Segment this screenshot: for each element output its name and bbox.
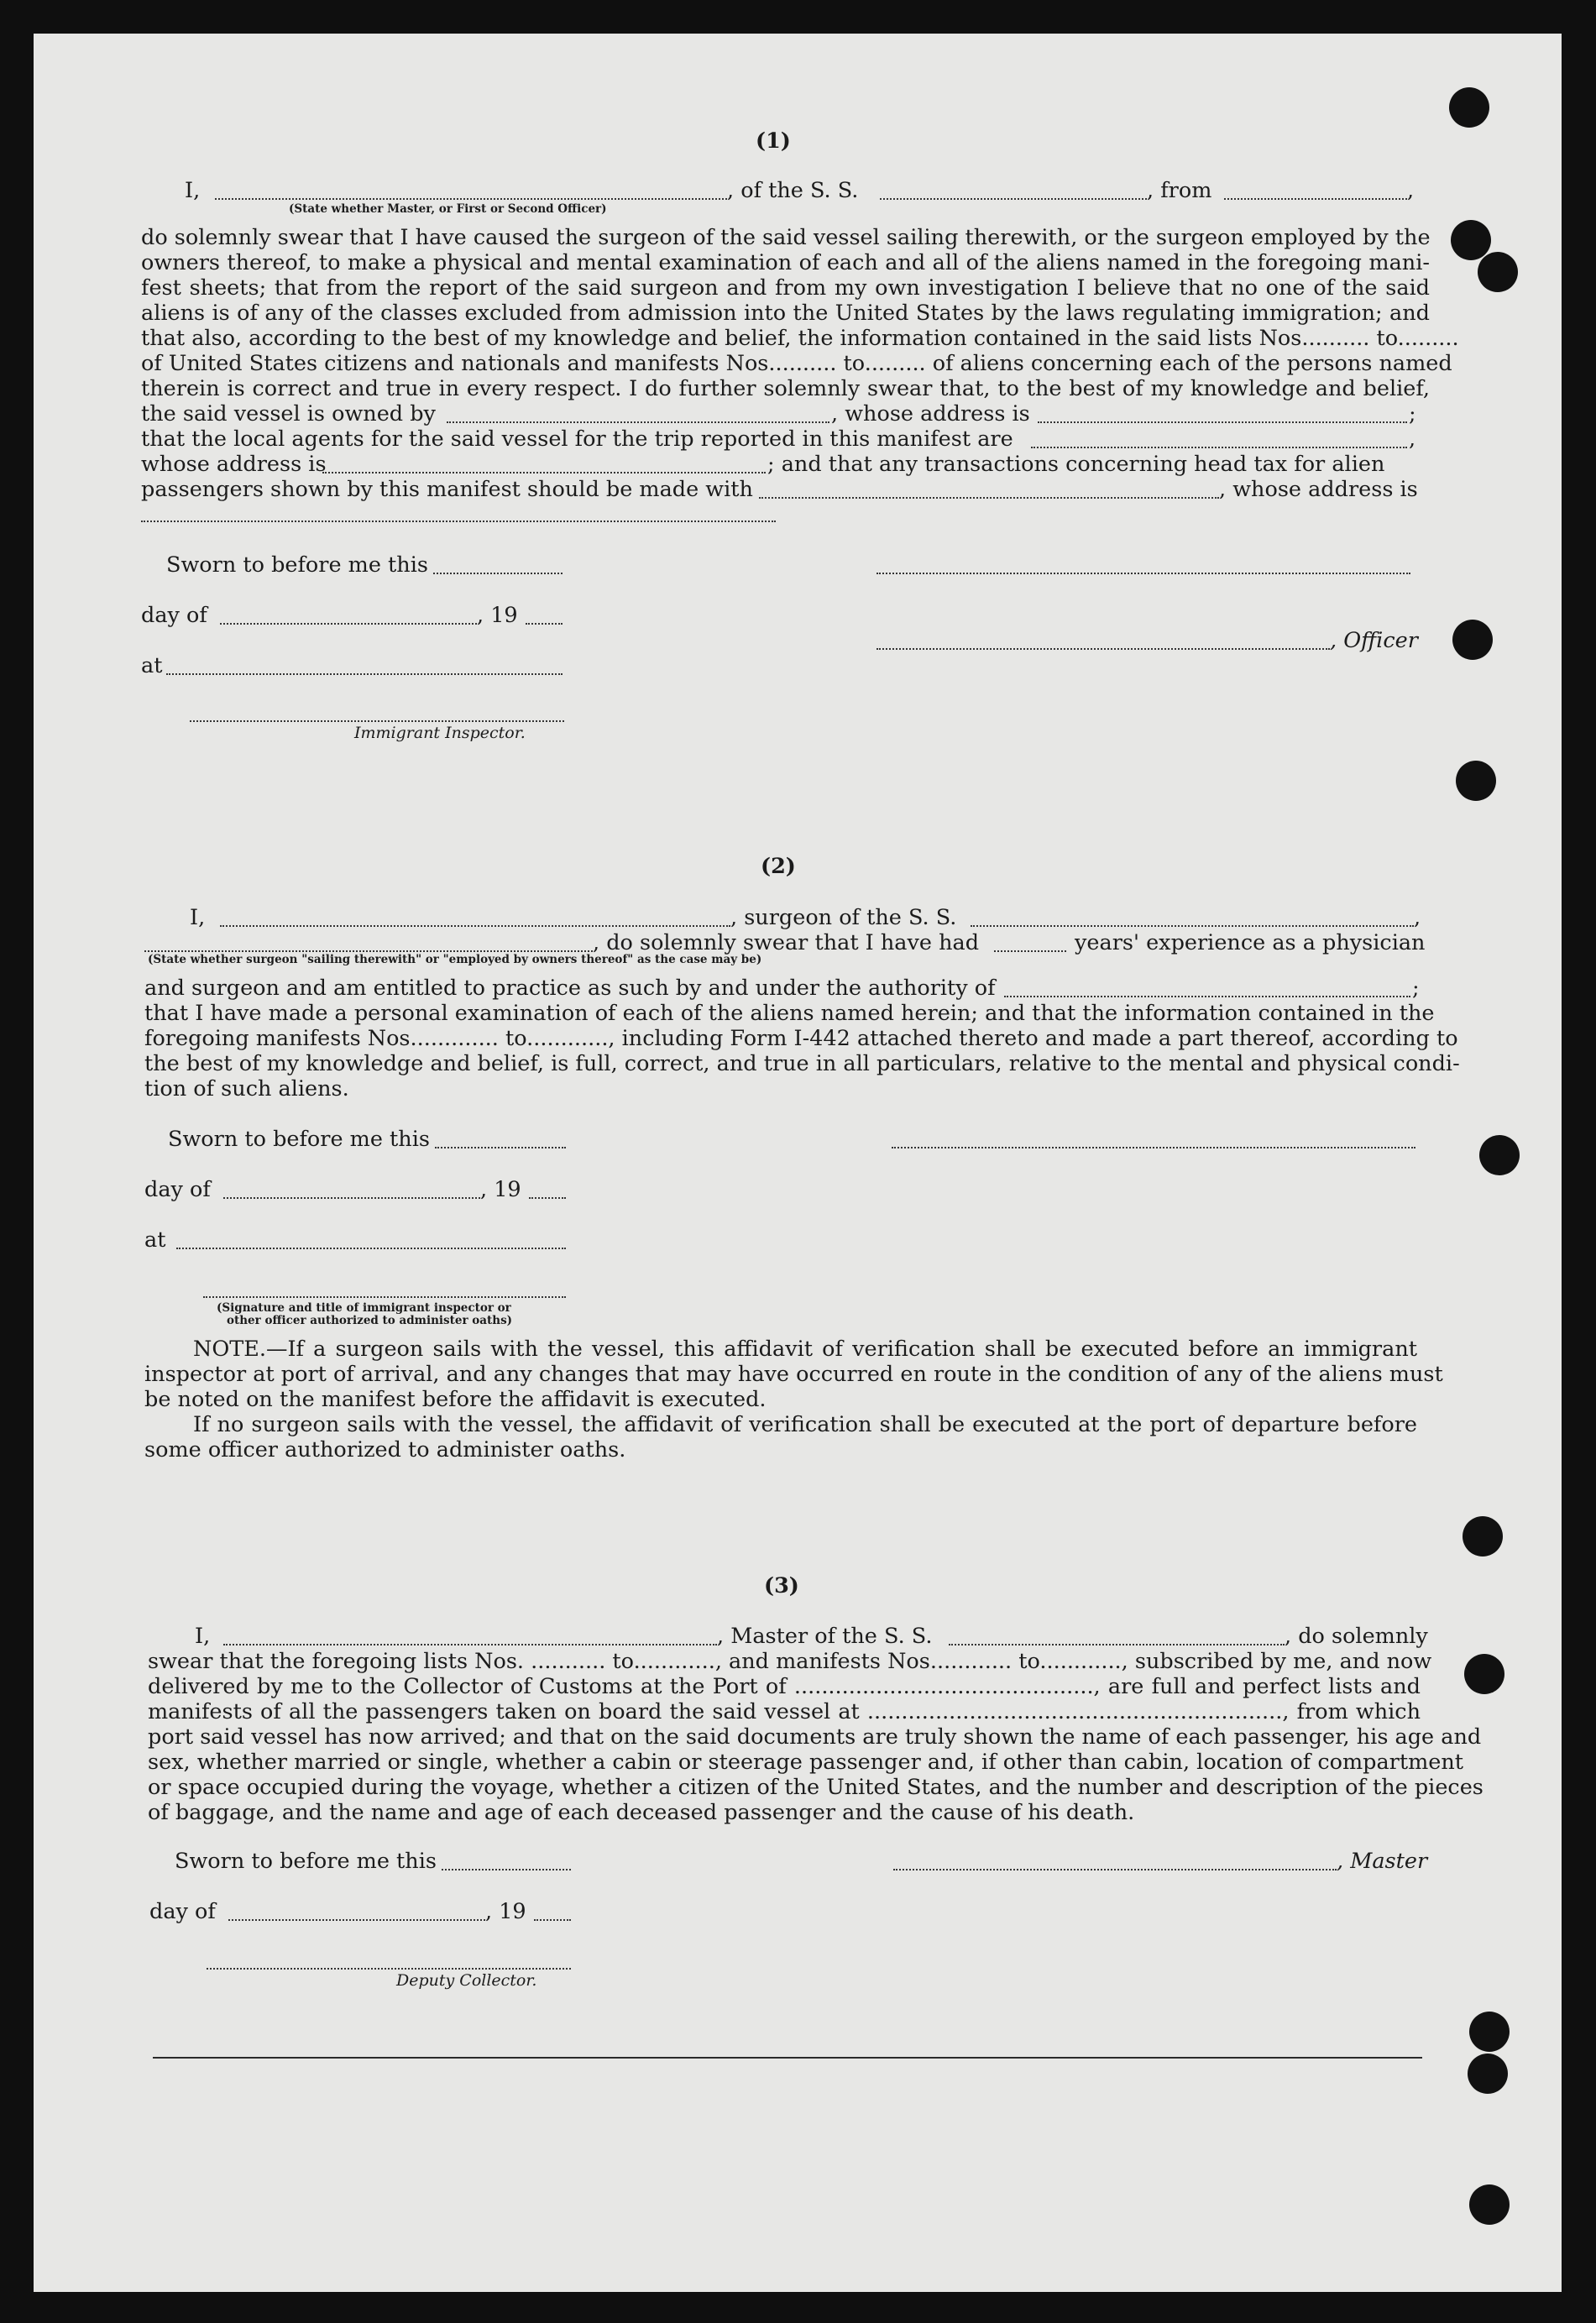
at-place-blank[interactable] [166, 673, 563, 675]
year-blank[interactable] [526, 623, 563, 625]
officer-label: , Officer [1330, 628, 1418, 653]
inspector-signature-blank[interactable] [203, 1296, 566, 1298]
master-label: , Master [1337, 1849, 1428, 1874]
binder-hole [1469, 2012, 1510, 2052]
affidavit-1-line: do solemnly swear that I have caused the surgeon of the said vessel sailing therewith, or the surgeon employed by the [141, 225, 1431, 250]
affidavit-1-line: of United States citizens and nationals and manifests Nos.......... to......... of aliens concerning each of the persons named [141, 351, 1452, 376]
head-tax-address-blank[interactable] [141, 521, 776, 522]
affidavit-1-number: (1) [756, 128, 791, 154]
semicolon: ; [1409, 401, 1416, 426]
at-label: at [144, 1227, 166, 1253]
officer-title-blank[interactable] [876, 648, 1330, 650]
affidavit-2-line: the best of my knowledge and belief, is full, correct, and true in all particulars, relative to the mental and physical condi- [144, 1051, 1460, 1076]
surgeon-name-blank[interactable] [220, 925, 730, 927]
affidavit-1-line: that also, according to the best of my knowledge and belief, the information contained in the said lists Nos.......... to......... [141, 326, 1459, 351]
owner-address-blank[interactable] [1038, 421, 1407, 423]
passengers-text: passengers shown by this manifest should be made with [141, 477, 753, 502]
inspector-label: Immigrant Inspector. [354, 724, 526, 742]
signature-note: other officer authorized to administer oaths) [227, 1314, 513, 1327]
affidavit-1-i: I, [185, 178, 201, 203]
surgeon-status-note: (State whether surgeon "sailing therewith" or "employed by owners thereof" as the case may be) [148, 953, 762, 966]
year-label: , 19 [477, 603, 518, 628]
master-of-ship: , Master of the S. S. [717, 1624, 933, 1649]
owner-blank[interactable] [447, 421, 829, 423]
affidavit-1-from: , from [1147, 178, 1212, 203]
affidavit-3-line: port said vessel has now arrived; and that on the said documents are truly shown the name of each passenger, his age and [148, 1724, 1482, 1750]
surgeon-signature-blank[interactable] [892, 1147, 1415, 1148]
day-of-label: day of [149, 1899, 216, 1924]
sworn-day-blank[interactable] [433, 573, 563, 574]
ship-name-blank[interactable] [880, 198, 1147, 200]
binder-hole [1478, 252, 1518, 292]
head-tax-address-label: , whose address is [1219, 477, 1418, 502]
year-label: , 19 [480, 1177, 521, 1202]
master-name-blank[interactable] [223, 1644, 717, 1645]
note-line: be noted on the manifest before the affidavit is executed. [144, 1387, 767, 1412]
note2-line: some officer authorized to administer oaths. [144, 1437, 626, 1462]
bottom-rule [153, 2057, 1422, 2059]
local-agents-blank[interactable] [1031, 447, 1407, 448]
affidavit-1-line: therein is correct and true in every respect. I do further solemnly swear that, to the best of my knowledge and belief, [141, 376, 1430, 401]
do-solemnly-text: , do solemnly [1285, 1624, 1428, 1649]
binder-hole [1449, 87, 1489, 128]
binder-hole [1469, 2184, 1510, 2225]
affidavit-3-line: or space occupied during the voyage, whether a citizen of the United States, and the number and description of the pieces [148, 1775, 1483, 1800]
day-of-label: day of [144, 1177, 211, 1202]
years-experience-text: years' experience as a physician [1075, 930, 1426, 955]
collector-label: Deputy Collector. [396, 1971, 537, 1990]
owned-by-label: the said vessel is owned by [141, 401, 436, 426]
owner-address-label: , whose address is [831, 401, 1030, 426]
collector-signature-blank[interactable] [207, 1968, 571, 1970]
authority-blank[interactable] [1004, 996, 1410, 997]
binder-hole [1463, 1516, 1503, 1557]
officer-signature-blank[interactable] [876, 573, 1410, 574]
binder-hole [1479, 1135, 1520, 1175]
affidavit-1-line: fest sheets; that from the report of the said surgeon and from my own investigation I believe that no one of the said [141, 275, 1430, 301]
officer-name-blank[interactable] [215, 198, 727, 200]
year-label: , 19 [485, 1899, 526, 1924]
binder-hole [1452, 620, 1493, 660]
solemnly-swear-text: , do solemnly swear that I have had [593, 930, 980, 955]
authority-text: and surgeon and am entitled to practice as such by and under the authority of [144, 976, 996, 1001]
comma: , [1409, 426, 1416, 452]
affidavit-3-number: (3) [764, 1573, 799, 1598]
officer-rank-note: (State whether Master, or First or Second Officer) [289, 202, 607, 216]
master-ship-blank[interactable] [949, 1644, 1285, 1645]
head-tax-agent-blank[interactable] [759, 497, 1219, 499]
year-blank[interactable] [534, 1919, 571, 1921]
month-blank[interactable] [223, 1197, 480, 1199]
year-blank[interactable] [529, 1197, 566, 1199]
binder-hole [1451, 220, 1491, 260]
sworn-label: Sworn to before me this [175, 1849, 437, 1874]
month-blank[interactable] [220, 623, 477, 625]
years-blank[interactable] [994, 950, 1066, 952]
sworn-day-blank[interactable] [435, 1147, 566, 1148]
at-label: at [141, 653, 163, 678]
binder-hole [1464, 1654, 1504, 1694]
affidavit-2-line: that I have made a personal examination of each of the aliens named herein; and that the information contained in the [144, 1001, 1435, 1026]
signature-note: (Signature and title of immigrant inspector or [217, 1301, 511, 1315]
affidavit-2-line: foregoing manifests Nos............. to............, including Form I-442 attached thereto and made a part thereof, according to [144, 1026, 1458, 1051]
note-line: inspector at port of arrival, and any changes that may have occurred en route in the condition of any of the aliens must [144, 1362, 1443, 1387]
comma: , [1414, 905, 1421, 930]
affidavit-3-line: swear that the foregoing lists Nos. ........... to............, and manifests Nos............ to............, subscribed by me, and now [148, 1649, 1432, 1674]
note-line: NOTE.—If a surgeon sails with the vessel, this affidavit of verification shall be executed before an immigrant [193, 1337, 1417, 1362]
surgeon-ship-blank[interactable] [971, 925, 1414, 927]
affidavit-1-line: aliens is of any of the classes excluded from admission into the United States by the laws regulating immigration; and [141, 301, 1430, 326]
affidavit-2-line: tion of such aliens. [144, 1076, 349, 1101]
from-port-blank[interactable] [1224, 198, 1407, 200]
surgeon-status-blank[interactable] [144, 950, 593, 952]
affidavit-2-i: I, [190, 905, 206, 930]
note2-line: If no surgeon sails with the vessel, the affidavit of verification shall be executed at the port of departure before [193, 1412, 1417, 1437]
agents-address-blank[interactable] [322, 472, 766, 473]
month-blank[interactable] [228, 1919, 485, 1921]
local-agents-label: that the local agents for the said vessel for the trip reported in this manifest are [141, 426, 1013, 452]
affidavit-2-number: (2) [761, 854, 796, 879]
affidavit-3-line: delivered by me to the Collector of Customs at the Port of ............................................, are full and perfect lists and [148, 1674, 1421, 1699]
affidavit-3-line: manifests of all the passengers taken on board the said vessel at ............................................................., from which [148, 1699, 1421, 1724]
sworn-label: Sworn to before me this [168, 1127, 430, 1152]
affidavit-3-line: of baggage, and the name and age of each deceased passenger and the cause of his death. [148, 1800, 1135, 1825]
binder-hole [1468, 2054, 1508, 2094]
affidavit-1-line: owners thereof, to make a physical and mental examination of each and all of the aliens named in the foregoing mani- [141, 250, 1430, 275]
inspector-signature-blank[interactable] [190, 720, 564, 722]
sworn-day-blank[interactable] [442, 1869, 571, 1870]
head-tax-text: ; and that any transactions concerning head tax for alien [767, 452, 1385, 477]
affidavit-1-of-ship: , of the S. S. [727, 178, 859, 203]
master-signature-blank[interactable] [893, 1869, 1337, 1870]
agents-address-label: whose address is [141, 452, 327, 477]
day-of-label: day of [141, 603, 207, 628]
binder-hole [1456, 761, 1496, 801]
surgeon-of-ship: , surgeon of the S. S. [730, 905, 957, 930]
at-place-blank[interactable] [176, 1248, 566, 1249]
affidavit-1-comma: , [1407, 178, 1415, 203]
semicolon: ; [1412, 976, 1420, 1001]
sworn-label: Sworn to before me this [166, 552, 428, 578]
affidavit-3-i: I, [195, 1624, 211, 1649]
affidavit-3-line: sex, whether married or single, whether a cabin or steerage passenger and, if other than cabin, location of compartment [148, 1750, 1464, 1775]
